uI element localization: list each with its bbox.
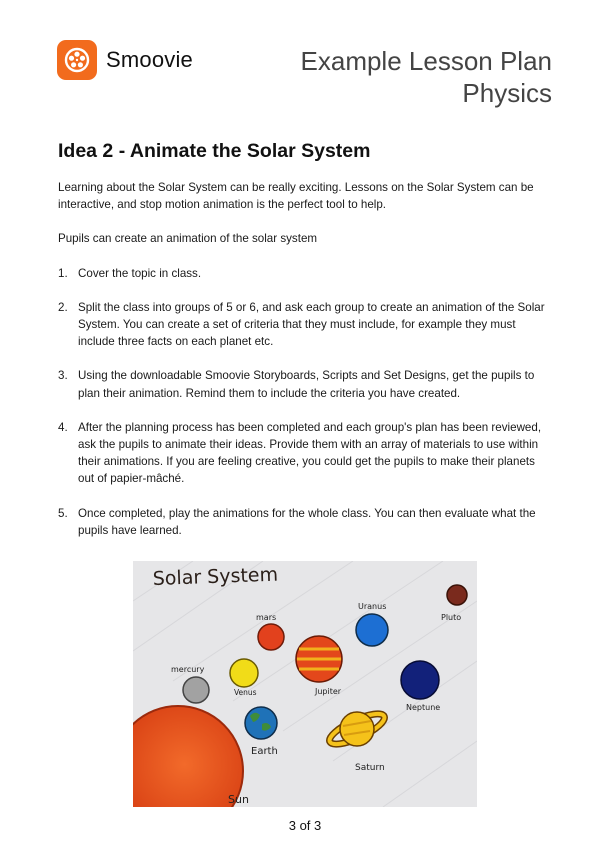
drawing-title: Solar System bbox=[152, 563, 279, 590]
step-item bbox=[58, 265, 552, 282]
steps-list bbox=[58, 265, 552, 539]
lesson-content bbox=[58, 179, 552, 556]
neptune-planet bbox=[401, 661, 439, 699]
intro-paragraph: Learning about the Solar System can be really exciting. Lessons on the Solar System can be interactive, and stop motion animation is the perfect tool to help. bbox=[58, 181, 534, 212]
saturn-label: Saturn bbox=[355, 763, 385, 773]
sun-label: Sun bbox=[228, 793, 249, 806]
brand-logo bbox=[57, 40, 193, 80]
document-title-line-2: Physics bbox=[462, 78, 552, 108]
venus-planet bbox=[230, 659, 258, 687]
page-indicator: 3 of 3 bbox=[288, 818, 322, 833]
uranus-planet bbox=[356, 614, 388, 646]
step-text: Once completed, play the animations for the whole class. You can then evaluate what the pupils have learned. bbox=[78, 506, 536, 537]
step-item bbox=[58, 419, 552, 488]
venus-label: Venus bbox=[234, 688, 257, 697]
step-number: 5. bbox=[58, 506, 68, 520]
earth-planet bbox=[245, 707, 277, 739]
mars-label: mars bbox=[256, 613, 277, 622]
step-text: Using the downloadable Smoovie Storyboards, Scripts and Set Designs, get the pupils to plan their animation. Remind them to include the criteria you have created. bbox=[78, 369, 535, 400]
solar-system-drawing bbox=[133, 561, 477, 807]
step-text: Split the class into groups of 5 or 6, and ask each group to create an animation of the Solar System. You can create a set of criteria that they must include, for example they must include three facts on each planet etc. bbox=[78, 300, 545, 349]
mercury-label: mercury bbox=[171, 665, 205, 674]
brand-name: Smoovie bbox=[106, 47, 193, 72]
uranus-label: Uranus bbox=[358, 602, 387, 611]
step-text: After the planning process has been completed and each group's plan has been reviewed, ask the pupils to animate their ideas. Provide them with an array of materials to use within their animations. If you are feeling creative, you could get the pupils to make their planets out of papier-mâché. bbox=[78, 420, 542, 486]
document-title-line-1: Example Lesson Plan bbox=[300, 46, 552, 76]
earth-label: Earth bbox=[251, 746, 278, 757]
mars-planet bbox=[258, 624, 284, 650]
step-text: Cover the topic in class. bbox=[78, 266, 202, 280]
mercury-planet bbox=[183, 677, 209, 703]
jupiter-label: Jupiter bbox=[315, 687, 342, 696]
step-number: 4. bbox=[58, 420, 68, 434]
saturn-planet bbox=[340, 712, 374, 746]
section-heading: Idea 2 - Animate the Solar System bbox=[58, 140, 371, 162]
document-title bbox=[301, 45, 552, 109]
pluto-label: Pluto bbox=[441, 613, 462, 622]
step-item bbox=[58, 299, 552, 351]
step-number: 3. bbox=[58, 369, 68, 383]
step-item bbox=[58, 505, 552, 539]
film-reel-icon bbox=[57, 40, 97, 80]
lead-paragraph: Pupils can create an animation of the solar system bbox=[58, 232, 318, 246]
step-number: 1. bbox=[58, 266, 68, 280]
step-item bbox=[58, 367, 552, 401]
pluto-planet bbox=[447, 585, 467, 605]
neptune-label: Neptune bbox=[406, 703, 441, 712]
step-number: 2. bbox=[58, 300, 68, 314]
